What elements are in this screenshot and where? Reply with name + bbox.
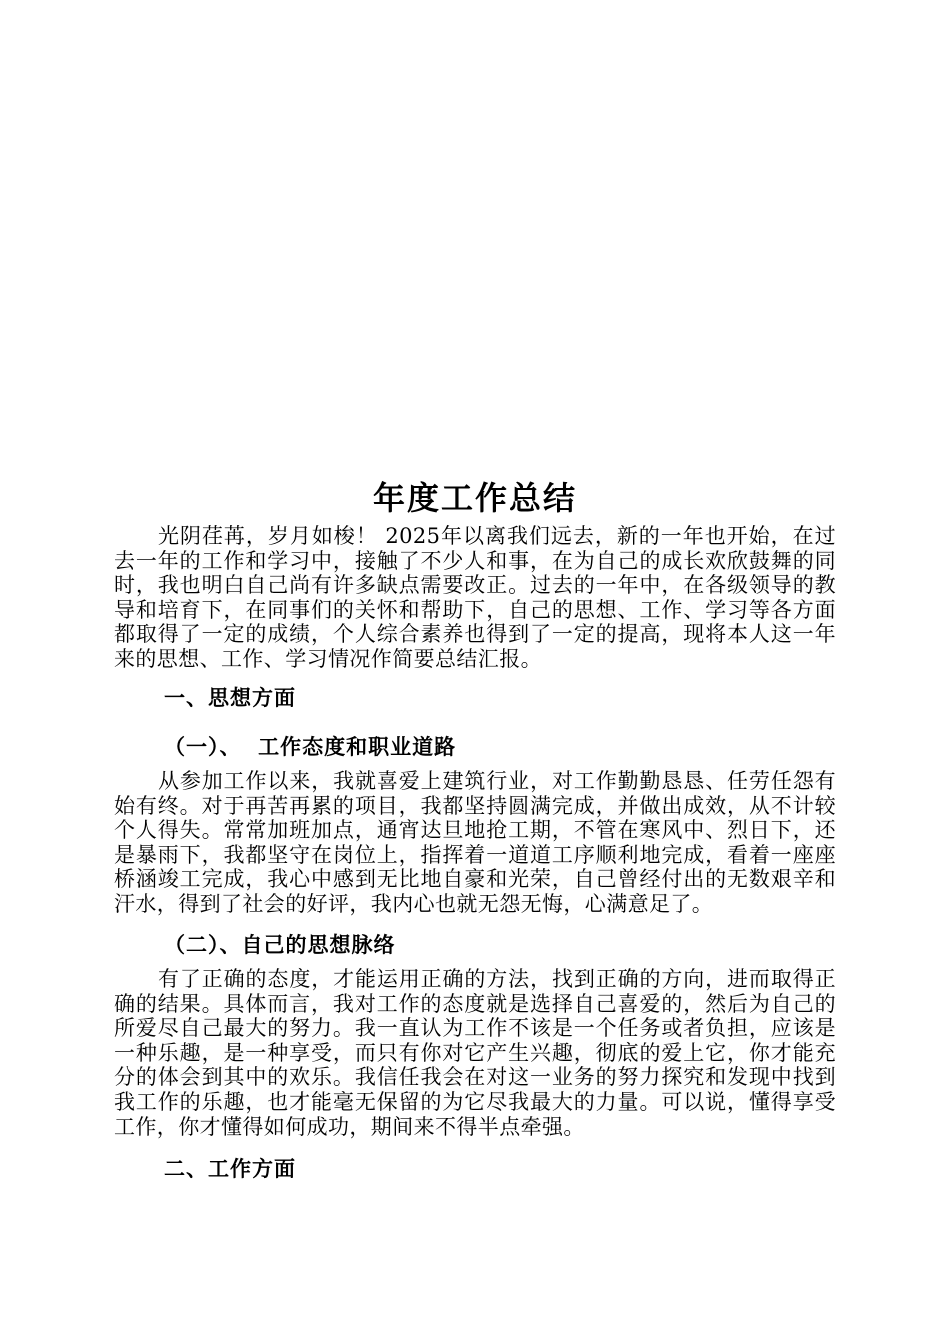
document-title: 年度工作总结 [372,479,577,517]
section-heading-work: 二、工作方面 [164,1157,296,1181]
subsection-heading-thinking: （二）、自己的思想脉络 [164,933,396,957]
section-heading-thought: 一、思想方面 [164,686,296,710]
thinking-paragraph: 有了正确的态度，才能运用正确的方法，找到正确的方向，进而取得正确的结果。具体而言，我对工作的态度就是选择自己喜爱的，然后为自己的所爱尽自己最大的努力。我一直认为工作不该是一个任务或者负担，应该是一种乐趣，是一种享受，而只有你对它产生兴趣，彻底的爱上它，你才能充分的体会到其中的欢乐。我信任我会在对这一业务的努力探究和发现中找到我工作的乐趣，也才能毫无保留的为它尽我最大的力量。可以说，懂得享受工作，你才懂得如何成功，期间来不得半点牵强。 [114,967,836,1139]
attitude-paragraph: 从参加工作以来，我就喜爱上建筑行业，对工作勤勤恳恳、任劳任怨有始有终。对于再苦再累的项目，我都坚持圆满完成，并做出成效，从不计较个人得失。常常加班加点，通宵达旦地抢工期，不管在寒风中、烈日下，还是暴雨下，我都坚守在岗位上，指挥着一道道工序顺利地完成，看着一座座桥涵竣工完成，我心中感到无比地自豪和光荣，自己曾经付出的无数艰辛和汗水，得到了社会的好评，我内心也就无怨无悔，心满意足了。 [114,769,836,916]
subsection-heading-attitude: （一）、 工作态度和职业道路 [164,735,457,759]
intro-paragraph: 光阴荏苒，岁月如梭！ 2025年以离我们远去，新的一年也开始，在过去一年的工作和学习中，接触了不少人和事，在为自己的成长欢欣鼓舞的同时，我也明白自己尚有许多缺点需要改正。过去的一年中，在各级领导的教导和培育下，在同事们的关怀和帮助下，自己的思想、工作、学习等各方面都取得了一定的成绩，个人综合素养也得到了一定的提高，现将本人这一年来的思想、工作、学习情况作简要总结汇报。 [114,524,836,671]
